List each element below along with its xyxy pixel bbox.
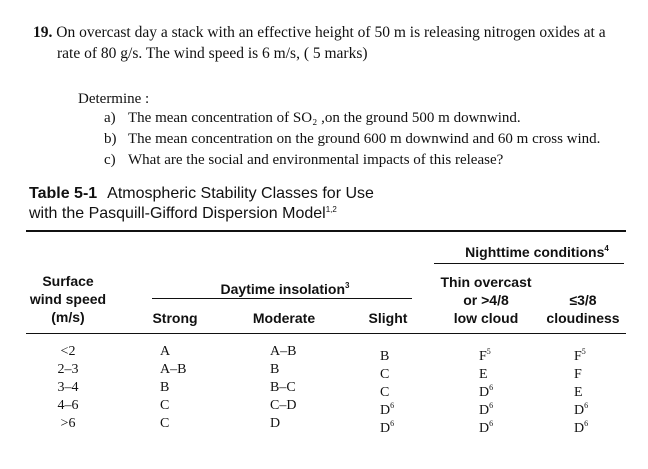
cloudiness-header <box>540 291 626 327</box>
cell-wind: <2 <box>60 344 76 359</box>
task-b-marker: b) <box>104 131 117 147</box>
strong-header: Strong <box>152 310 198 326</box>
task-a-text: The mean concentration of SO₂ ,on the ground 500 m downwind. <box>128 110 521 126</box>
cell-cloud: $D^6$ <box>574 419 589 436</box>
task-a-marker: a) <box>104 110 116 126</box>
question-text-2: rate of 80 g/s. The wind speed is 6 m/s, ( 5 marks) <box>57 45 368 62</box>
daytime-header <box>200 277 370 298</box>
task-c <box>104 152 503 169</box>
surface-header <box>26 272 110 326</box>
cell-slight: $D^6$ <box>380 419 395 436</box>
cell-wind: 4–6 <box>57 398 79 413</box>
task-c-marker: c) <box>104 152 116 168</box>
cell-thin: E <box>479 367 488 382</box>
cell-thin: $D^6$ <box>479 383 494 400</box>
daytime-header-text: Daytime insolation <box>220 281 345 297</box>
surface-header-1: Surface <box>42 273 94 289</box>
table-label: Table 5-1 <box>29 185 98 202</box>
cell-slight: B <box>380 349 390 364</box>
cell-moderate: B <box>270 362 280 377</box>
table-subtitle-sup: 1,2 <box>325 205 337 214</box>
cell-cloud: F <box>574 367 582 382</box>
nighttime-header-text: Nighttime conditions <box>465 244 605 260</box>
task-b <box>104 131 600 148</box>
slight-header: Slight <box>368 310 408 326</box>
cell-slight: C <box>380 367 390 382</box>
task-c-text: What are the social and environmental impacts of this release? <box>128 152 504 168</box>
task-b-text: The mean concentration on the ground 600 m downwind and 60 m cross wind. <box>128 131 601 147</box>
table-title <box>29 185 374 203</box>
cell-slight: C <box>380 385 390 400</box>
surface-header-3: (m/s) <box>51 309 85 325</box>
moderate-header: Moderate <box>252 310 316 326</box>
task-a <box>104 110 521 127</box>
header-bottom-rule <box>26 333 626 334</box>
cell-cloud: $D^6$ <box>574 401 589 418</box>
cell-moderate: D <box>270 416 281 431</box>
thin-header-1: Thin overcast <box>440 274 532 290</box>
cell-strong: C <box>160 416 170 431</box>
cell-cloud: $F^5$ <box>574 347 586 364</box>
question-text-1: On overcast day a stack with an effective height of 50 m is releasing nitrogen oxides at a <box>56 24 606 41</box>
nighttime-rule <box>434 263 624 264</box>
table-top-rule <box>26 230 626 232</box>
thin-header-3: low cloud <box>453 310 519 326</box>
surface-header-2: wind speed <box>29 291 107 307</box>
question-line-1 <box>33 24 606 42</box>
cell-moderate: C–D <box>270 398 297 413</box>
thin-header-2: or >4/8 <box>463 292 509 308</box>
cell-strong: A <box>160 344 171 359</box>
cell-thin: $D^6$ <box>479 419 494 436</box>
table-subtitle <box>29 205 337 223</box>
table-title-text: Atmospheric Stability Classes for Use <box>107 185 374 202</box>
cell-slight: $D^6$ <box>380 401 395 418</box>
daytime-header-sup: 3 <box>345 281 350 290</box>
cell-strong: C <box>160 398 170 413</box>
cell-moderate: A–B <box>270 344 297 359</box>
cell-strong: A–B <box>160 362 187 377</box>
cell-cloud: E <box>574 385 583 400</box>
nighttime-header-sup: 4 <box>604 244 609 253</box>
cell-wind: >6 <box>60 416 76 431</box>
thin-overcast-header <box>430 273 542 327</box>
daytime-rule <box>152 298 412 299</box>
question-number: 19. <box>33 24 53 41</box>
cell-moderate: B–C <box>270 380 296 395</box>
determine-label: Determine : <box>78 91 150 107</box>
nighttime-header <box>452 240 622 261</box>
table-subtitle-text: with the Pasquill-Gifford Dispersion Model <box>29 205 326 222</box>
cloud-header-1: ≤3/8 <box>569 292 597 308</box>
cell-thin: $D^6$ <box>479 401 494 418</box>
cell-wind: 2–3 <box>57 362 79 377</box>
cell-wind: 3–4 <box>57 380 79 395</box>
cell-thin: $F^5$ <box>479 347 491 364</box>
cloud-header-2: cloudiness <box>546 310 620 326</box>
cell-strong: B <box>160 380 170 395</box>
